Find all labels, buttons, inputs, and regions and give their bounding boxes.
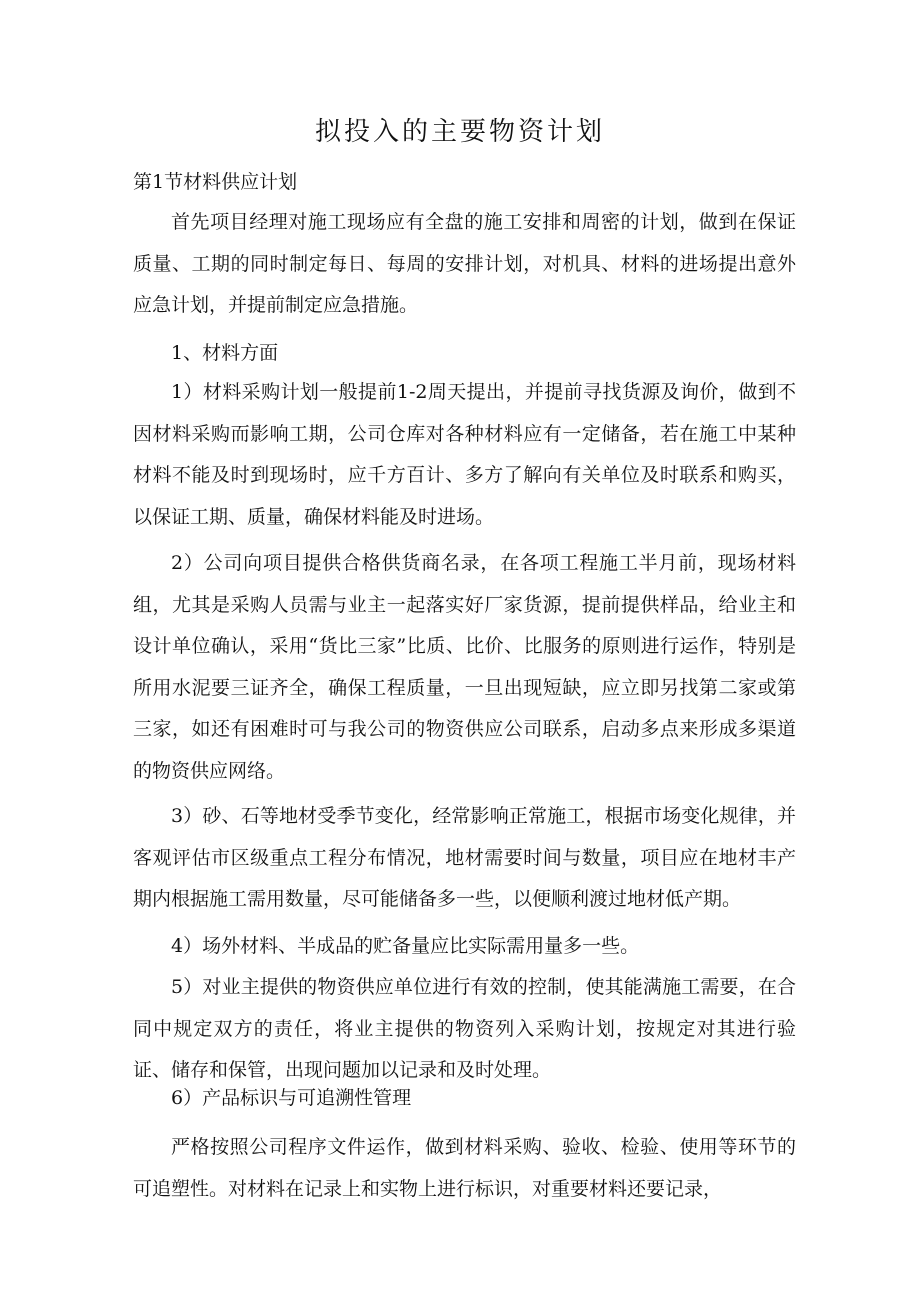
paragraph-item-6-body: 严格按照公司程序文件运作，做到材料采购、验收、检验、使用等环节的可追塑性。对材料在记录上和实物上进行标识，对重要材料还要记录， (133, 1136, 796, 1200)
paragraph-item-2: 2）公司向项目提供合格供货商名录，在各项工程施工半月前，现场材料组，尤其是采购人员需与业主一起落实好厂家货源，提前提供样品，给业主和设计单位确认，采用“货比三家”比质、比价、比服务的原则进行运作，特别是所用水泥要三证齐全，确保工程质量，一旦出现短缺，应立即另找第二家或第三家，如还有困难时可与我公司的物资供应公司联系，启动多点来形成多渠道的物资供应网络。 (133, 552, 796, 782)
paragraph-item-1: 1）材料采购计划一般提前1-2周天提出，并提前寻找货源及询价，做到不因材料采购而影响工期，公司仓库对各种材料应有一定储备，若在施工中某种材料不能及时到现场时，应千方百计、多方了解向有关单位及时联系和购买，以保证工期、质量，确保材料能及时进场。 (133, 381, 796, 528)
section-heading: 第1节材料供应计划 (133, 171, 298, 193)
paragraph-item-4: 4）场外材料、半成品的贮备量应比实际需用量多一些。 (171, 935, 640, 957)
subheading-materials: 1、材料方面 (171, 342, 279, 364)
paragraph-item-5: 5）对业主提供的物资供应单位进行有效的控制，使其能满施工需要，在合同中规定双方的责任，将业主提供的物资列入采购计划，按规定对其进行验证、储存和保管，出现问题加以记录和及时处理。 (133, 976, 796, 1081)
document-title: 拟投入的主要物资计划 (314, 117, 605, 147)
paragraph-item-3: 3）砂、石等地材受季节变化，经常影响正常施工，根据市场变化规律，并客观评估市区级重点工程分布情况，地材需要时间与数量，项目应在地材丰产期内根据施工需用数量，尽可能储备多一些，以便顺利渡过地材低产期。 (133, 805, 796, 910)
paragraph-item-6-heading: 6）产品标识与可追溯性管理 (171, 1087, 412, 1109)
intro-paragraph: 首先项目经理对施工现场应有全盘的施工安排和周密的计划，做到在保证质量、工期的同时制定每日、每周的安排计划，对机具、材料的进场提出意外应急计划，并提前制定应急措施。 (133, 211, 796, 316)
